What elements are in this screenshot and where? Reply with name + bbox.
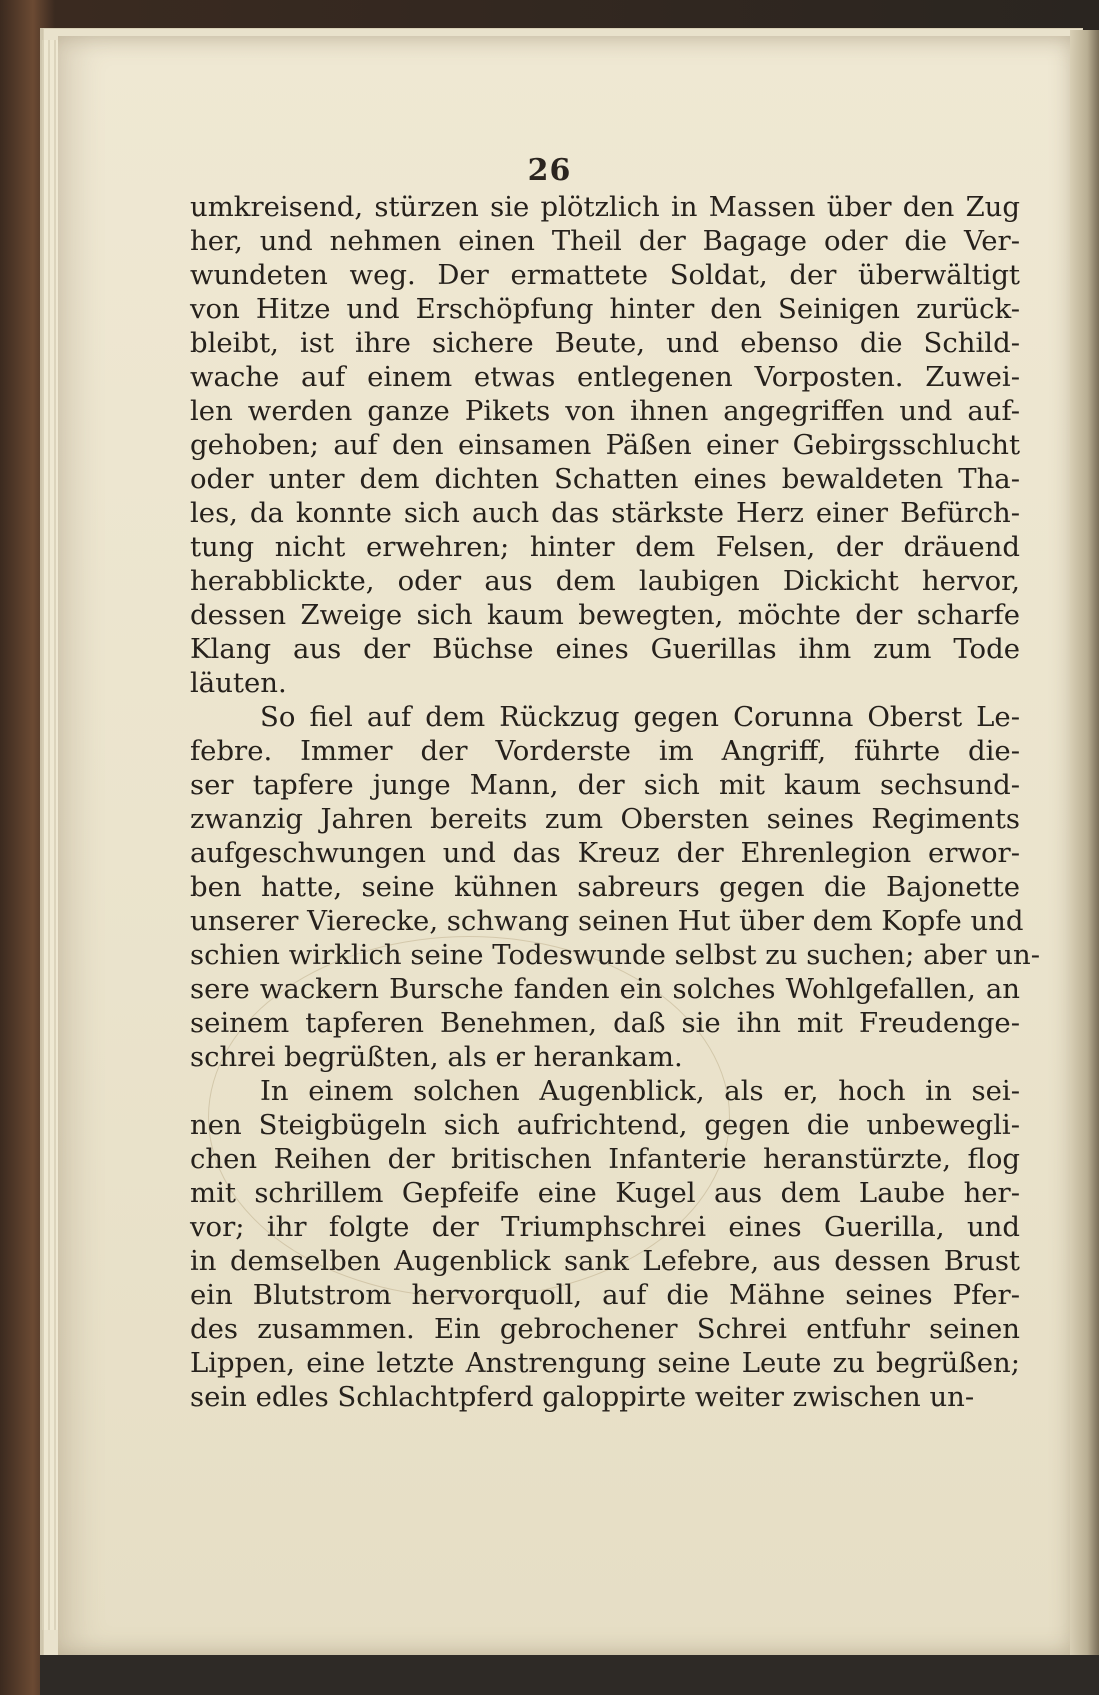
text-line: tung nicht erwehren; hinter dem Felsen, der dräuend <box>190 531 1020 563</box>
text-line: In einem solchen Augenblick, als er, hoch in sei- <box>260 1075 1020 1107</box>
text-line: läuten. <box>190 667 287 699</box>
text-line: wundeten weg. Der ermattete Soldat, der überwältigt <box>190 259 1020 291</box>
text-line: von Hitze und Erschöpfung hinter den Seinigen zurück- <box>190 293 1020 325</box>
text-line: sein edles Schlachtpferd galoppirte weiter zwischen un- <box>190 1381 975 1413</box>
text-line: zwanzig Jahren bereits zum Obersten seines Regiments <box>190 803 1020 835</box>
text-line: nen Steigbügeln sich aufrichtend, gegen die unbewegli- <box>190 1109 1020 1141</box>
text-line: Klang aus der Büchse eines Guerillas ihm zum Tode <box>190 633 1020 665</box>
text-line: sere wackern Bursche fanden ein solches Wohlgefallen, an <box>190 973 1020 1005</box>
text-line: vor; ihr folgte der Triumphschrei eines Guerilla, und <box>190 1211 1020 1243</box>
page-number: 26 <box>527 153 572 188</box>
text-line: in demselben Augenblick sank Lefebre, aus dessen Brust <box>190 1245 1020 1277</box>
paragraph <box>190 190 1020 700</box>
text-line: ser tapfere junge Mann, der sich mit kaum sechsund- <box>190 769 1020 801</box>
text-line: unserer Vierecke, schwang seinen Hut über dem Kopfe und <box>190 905 1024 937</box>
bottom-cover-edge <box>40 1655 1099 1695</box>
text-line: len werden ganze Pikets von ihnen angegriffen und auf- <box>190 395 1020 427</box>
text-line: schrei begrüßten, als er herankam. <box>190 1041 683 1073</box>
text-line: les, da konnte sich auch das stärkste Herz einer Befürch- <box>190 497 1020 529</box>
text-line: febre. Immer der Vorderste im Angriff, führte die- <box>190 735 1020 767</box>
paragraph <box>190 700 1041 1074</box>
text-line: herabblickte, oder aus dem laubigen Dickicht hervor, <box>190 565 1020 597</box>
text-line: So fiel auf dem Rückzug gegen Corunna Oberst Le- <box>260 701 1020 733</box>
text-line: gehoben; auf den einsamen Päßen einer Gebirgsschlucht <box>190 429 1020 461</box>
text-line: aufgeschwungen und das Kreuz der Ehrenlegion erwor- <box>190 837 1020 869</box>
text-line: oder unter dem dichten Schatten eines bewaldeten Tha- <box>190 463 1020 495</box>
text-line: ein Blutstrom hervorquoll, auf die Mähne seines Pfer- <box>190 1279 1020 1311</box>
text-line: ben hatte, seine kühnen sabreurs gegen die Bajonette <box>190 871 1020 903</box>
text-line: umkreisend, stürzen sie plötzlich in Massen über den Zug <box>190 191 1020 223</box>
text-line: mit schrillem Gepfeife eine Kugel aus dem Laube her- <box>190 1177 1020 1209</box>
body-text <box>190 190 1041 1414</box>
text-line: des zusammen. Ein gebrochener Schrei entfuhr seinen <box>190 1313 1020 1345</box>
text-line: seinem tapferen Benehmen, daß sie ihn mit Freudenge- <box>190 1007 1020 1039</box>
text-line: dessen Zweige sich kaum bewegten, möchte der scharfe <box>190 599 1020 631</box>
text-line: Lippen, eine letzte Anstrengung seine Leute zu begrüßen; <box>190 1347 1020 1379</box>
text-line: her, und nehmen einen Theil der Bagage oder die Ver- <box>190 225 1020 257</box>
text-line: wache auf einem etwas entlegenen Vorposten. Zuwei- <box>190 361 1020 393</box>
text-line: bleibt, ist ihre sichere Beute, und ebenso die Schild- <box>190 327 1020 359</box>
page-gutter <box>1070 30 1099 1660</box>
paragraph <box>190 1074 1020 1414</box>
text-line: schien wirklich seine Todeswunde selbst zu suchen; aber un- <box>190 939 1041 971</box>
text-line: chen Reihen der britischen Infanterie heranstürzte, flog <box>190 1143 1020 1175</box>
